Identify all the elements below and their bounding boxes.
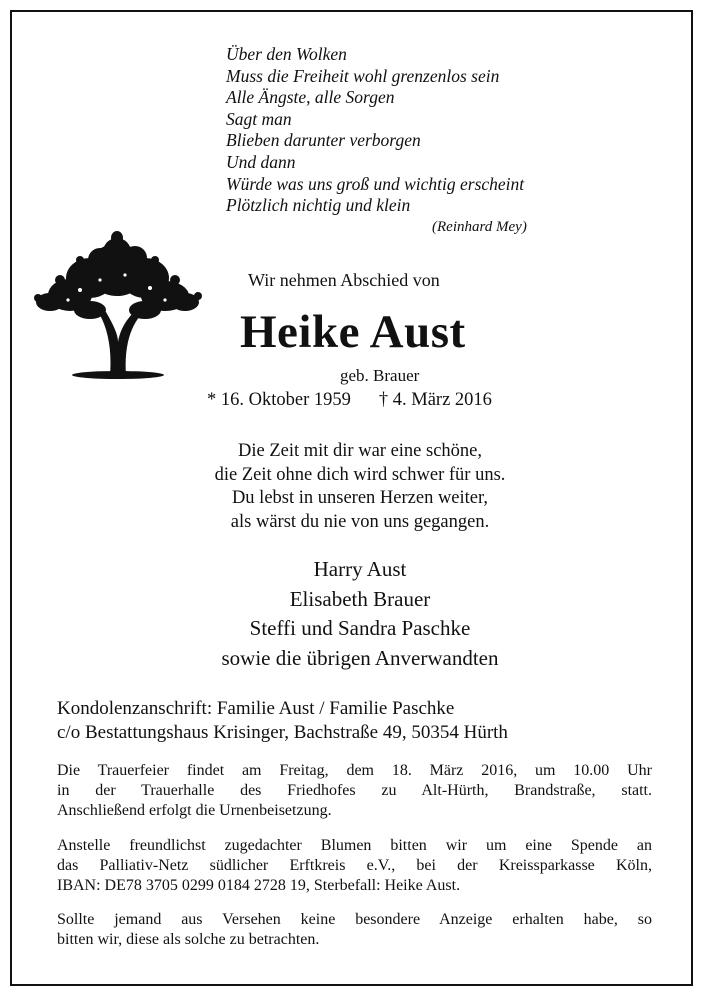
- deceased-name: Heike Aust: [240, 306, 466, 358]
- birth-date: * 16. Oktober 1959: [207, 390, 351, 410]
- poem-author: (Reinhard Mey): [432, 219, 527, 235]
- notice-line: Anstelle freundlichst zugedachter Blumen bitten wir um eine Spende an: [57, 837, 652, 854]
- notice-line: in der Trauerhalle des Friedhofes zu Alt-Hürth, Brandstraße, statt.: [57, 782, 652, 799]
- address-line: c/o Bestattungshaus Krisinger, Bachstraße 49, 50354 Hürth: [57, 722, 508, 743]
- mourner: Harry Aust: [313, 557, 407, 581]
- poem-line: Und dann: [226, 151, 296, 172]
- condolence-address: [57, 697, 508, 745]
- poem-line: Blieben darunter verborgen: [226, 130, 421, 151]
- poem-line: Über den Wolken: [226, 44, 347, 64]
- verse-line: Du lebst in unseren Herzen weiter,: [231, 488, 489, 508]
- address-line: Kondolenzanschrift: Familie Aust / Familie Paschke: [57, 698, 455, 719]
- poem-line: Alle Ängste, alle Sorgen: [226, 87, 395, 108]
- farewell-intro: Wir nehmen Abschied von: [248, 270, 440, 290]
- poem-line: Würde was uns groß und wichtig erscheint: [226, 173, 525, 194]
- tree-icon: [30, 230, 204, 380]
- poem-line: Plötzlich nichtig und klein: [226, 195, 411, 216]
- mourner: Steffi und Sandra Paschke: [249, 616, 471, 640]
- verse-line: Die Zeit mit dir war eine schöne,: [237, 441, 482, 461]
- life-dates: [207, 390, 492, 411]
- notice-line: das Palliativ-Netz südlicher Erftkreis e.V., bei der Kreissparkasse Köln,: [57, 857, 652, 874]
- poem-line: Sagt man: [226, 108, 292, 129]
- death-date: † 4. März 2016: [378, 390, 492, 410]
- ceremony-notice: [57, 761, 652, 821]
- notice-line: IBAN: DE78 3705 0299 0184 2728 19, Sterbefall: Heike Aust.: [57, 877, 461, 894]
- verse-line: als wärst du nie von uns gegangen.: [230, 511, 490, 532]
- memorial-verse: [150, 440, 570, 534]
- notice-line: Sollte jemand aus Versehen keine besondere Anzeige erhalten habe, so: [57, 911, 652, 928]
- mourner: Elisabeth Brauer: [289, 586, 431, 611]
- notice-line: Die Trauerfeier findet am Freitag, dem 18. März 2016, um 10.00 Uhr: [57, 762, 652, 779]
- mourner: sowie die übrigen Anverwandten: [221, 645, 499, 670]
- notice-line: bitten wir, diese als solche zu betrachten.: [57, 931, 320, 948]
- poem: [226, 44, 524, 217]
- verse-line: die Zeit ohne dich wird schwer für uns.: [214, 464, 506, 485]
- closing-notice: [57, 910, 652, 950]
- poem-line: Muss die Freiheit wohl grenzenlos sein: [226, 65, 500, 86]
- notice-line: Anschließend erfolgt die Urnenbeisetzung.: [57, 802, 332, 819]
- donation-notice: [57, 836, 652, 896]
- maiden-name: geb. Brauer: [340, 366, 420, 385]
- mourners-list: [150, 555, 570, 673]
